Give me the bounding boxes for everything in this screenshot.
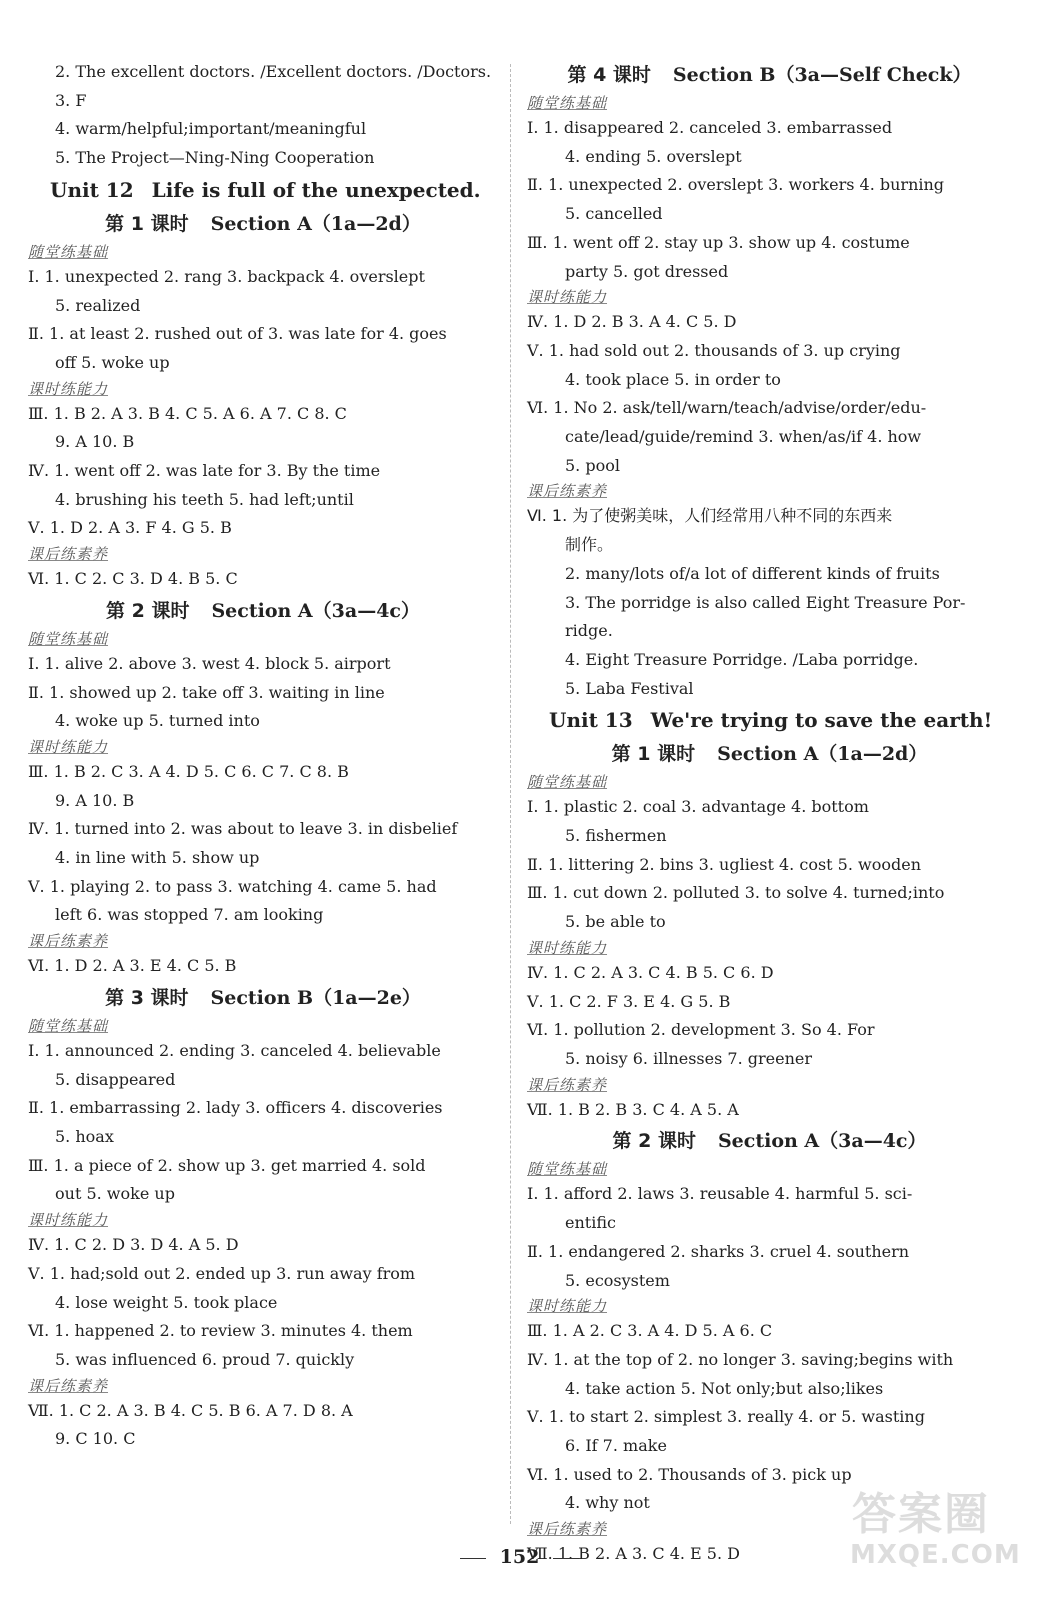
answer-line: Ⅳ. 1. C 2. D 3. D 4. A 5. D <box>28 1235 239 1255</box>
answer-line: Ⅲ. 1. cut down 2. polluted 3. to solve 4. turned;into <box>527 883 945 903</box>
practice-tag: 课后练素养 <box>527 1075 608 1094</box>
lesson-section: Section A（3a—4c） <box>717 1130 927 1153</box>
lesson-heading <box>28 207 498 241</box>
answer-line: 4. lose weight 5. took place <box>55 1292 278 1312</box>
answer-line: 4. brushing his teeth 5. had left;until <box>55 489 354 509</box>
answer-line: Ⅳ. 1. C 2. A 3. C 4. B 5. C 6. D <box>527 962 774 982</box>
answer-line: Ⅲ. 1. B 2. A 3. B 4. C 5. A 6. A 7. C 8. C <box>28 403 347 423</box>
answer-line: Ⅳ. 1. D 2. B 3. A 4. C 5. D <box>527 312 737 332</box>
answer-line: Ⅱ. 1. at least 2. rushed out of 3. was late for 4. goes <box>28 324 447 344</box>
answer-line: 5. disappeared <box>55 1069 176 1089</box>
answer-line: Ⅶ. 1. B 2. A 3. C 4. E 5. D <box>527 1544 740 1564</box>
answer-line: 5. Laba Festival <box>565 678 694 698</box>
practice-tag: 课时练能力 <box>527 1297 608 1316</box>
answer-line: cate/lead/guide/remind 3. when/as/if 4. how <box>565 427 922 447</box>
answer-line: 4. took place 5. in order to <box>565 369 781 389</box>
practice-tag: 课时练能力 <box>28 1211 109 1230</box>
lesson-section: Section A（3a—4c） <box>211 599 420 622</box>
left-column <box>28 58 498 1454</box>
lesson-number: 第 4 课时 <box>567 64 651 86</box>
answer-line: Ⅰ. 1. afford 2. laws 3. reusable 4. harmful 5. sci- <box>527 1184 913 1204</box>
answer-line: Ⅳ. 1. went off 2. was late for 3. By the time <box>28 461 381 481</box>
answer-line: Ⅰ. 1. unexpected 2. rang 3. backpack 4. overslept <box>28 266 425 286</box>
answer-line: 5. realized <box>55 295 141 315</box>
practice-tag: 课时练能力 <box>28 379 109 398</box>
answer-line: Ⅴ. 1. to start 2. simplest 3. really 4. or 5. wasting <box>527 1407 925 1427</box>
answer-line: 4. ending 5. overslept <box>565 146 742 166</box>
lesson-section: Section A（1a—2d） <box>717 743 928 766</box>
answer-line: 4. why not <box>565 1493 650 1513</box>
answer-line: Ⅵ. 1. No 2. ask/tell/warn/teach/advise/order/edu- <box>527 398 927 418</box>
practice-tag: 课后练素养 <box>527 482 608 501</box>
answer-line: 4. woke up 5. turned into <box>55 711 260 731</box>
practice-tag: 课后练素养 <box>28 1376 109 1395</box>
answer-line: Ⅲ. 1. A 2. C 3. A 4. D 5. A 6. C <box>527 1321 773 1341</box>
answer-line: Ⅰ. 1. alive 2. above 3. west 4. block 5. airport <box>28 653 391 673</box>
answer-line: 5. The Project—Ning-Ning Cooperation <box>55 148 375 168</box>
practice-tag: 随堂练基础 <box>527 94 608 112</box>
answer-line: Ⅱ. 1. littering 2. bins 3. ugliest 4. cost 5. wooden <box>527 854 921 874</box>
practice-tag: 随堂练基础 <box>28 629 109 648</box>
practice-tag: 随堂练基础 <box>28 242 109 261</box>
answer-line: left 6. was stopped 7. am looking <box>55 905 324 925</box>
answer-line: entific <box>565 1213 616 1233</box>
unit-number: Unit 12 <box>50 177 134 202</box>
lesson-number: 第 1 课时 <box>611 743 696 766</box>
unit-title: Life is full of the unexpected. <box>151 177 481 202</box>
answer-line: 5. cancelled <box>565 204 663 224</box>
watermark-logo <box>842 1478 1022 1586</box>
answer-line: 3. The porridge is also called Eight Treasure Por- <box>565 592 966 612</box>
answer-line: 5. hoax <box>55 1126 114 1146</box>
answer-line: 4. warm/helpful;important/meaningful <box>55 119 367 139</box>
answer-line: party 5. got dressed <box>565 261 729 281</box>
practice-tag: 课后练素养 <box>527 1520 608 1539</box>
practice-tag: 课后练素养 <box>28 545 109 564</box>
answer-line: 5. fishermen <box>565 826 667 846</box>
practice-tag: 课时练能力 <box>28 737 109 756</box>
answer-line: Ⅲ. 1. B 2. C 3. A 4. D 5. C 6. C 7. C 8. B <box>28 761 349 781</box>
lesson-number: 第 1 课时 <box>105 212 189 235</box>
answer-line: 5. noisy 6. illnesses 7. greener <box>565 1048 813 1068</box>
answer-line: Ⅵ. 1. 为了使粥美味，人们经常用八种不同的东西来 <box>527 506 893 526</box>
answer-line: 6. If 7. make <box>565 1436 667 1456</box>
lesson-number: 第 3 课时 <box>105 986 189 1009</box>
answer-line: 4. in line with 5. show up <box>55 848 260 868</box>
practice-tag: 课时练能力 <box>527 288 608 307</box>
answer-line: Ⅴ. 1. playing 2. to pass 3. watching 4. came 5. had <box>28 876 437 896</box>
answer-line: Ⅲ. 1. a piece of 2. show up 3. get married 4. sold <box>28 1155 426 1175</box>
answer-line: Ⅲ. 1. went off 2. stay up 3. show up 4. costume <box>527 232 910 252</box>
answer-line: out 5. woke up <box>55 1184 175 1204</box>
lesson-number: 第 2 课时 <box>612 1130 696 1153</box>
answer-line: Ⅰ. 1. announced 2. ending 3. canceled 4. believable <box>28 1040 441 1060</box>
answer-line: Ⅶ. 1. B 2. B 3. C 4. A 5. A <box>527 1099 739 1119</box>
answer-line: Ⅵ. 1. C 2. C 3. D 4. B 5. C <box>28 569 238 589</box>
answer-line: Ⅵ. 1. happened 2. to review 3. minutes 4. them <box>28 1321 413 1341</box>
answer-line: 9. A 10. B <box>55 790 135 810</box>
practice-tag: 随堂练基础 <box>527 1160 608 1179</box>
answer-line: Ⅱ. 1. showed up 2. take off 3. waiting in line <box>28 682 385 702</box>
lesson-number: 第 2 课时 <box>106 599 190 622</box>
answer-line: 5. pool <box>565 455 620 475</box>
unit-heading <box>527 703 1012 737</box>
answer-line: 5. be able to <box>565 912 666 932</box>
lesson-heading <box>28 981 498 1015</box>
answer-line: Ⅶ. 1. C 2. A 3. B 4. C 5. B 6. A 7. D 8. A <box>28 1400 353 1420</box>
unit-title: We're trying to save the earth! <box>650 708 993 733</box>
answer-line: 4. Eight Treasure Porridge. /Laba porridge. <box>565 649 919 669</box>
answer-line: Ⅳ. 1. at the top of 2. no longer 3. saving;begins with <box>527 1349 954 1369</box>
answer-line: 4. take action 5. Not only;but also;likes <box>565 1378 884 1398</box>
answer-line: Ⅱ. 1. endangered 2. sharks 3. cruel 4. southern <box>527 1241 910 1261</box>
unit-number: Unit 13 <box>549 708 633 733</box>
lesson-heading <box>527 58 1012 92</box>
lesson-heading <box>527 737 1012 771</box>
practice-tag: 随堂练基础 <box>527 773 608 792</box>
lesson-section: Section A（1a—2d） <box>210 212 421 235</box>
answer-line: Ⅳ. 1. turned into 2. was about to leave 3. in disbelief <box>28 819 458 839</box>
answer-line: 3. F <box>55 90 87 110</box>
answer-line: 5. was influenced 6. proud 7. quickly <box>55 1349 355 1369</box>
watermark-bottom: MXQE.COM <box>850 1540 1021 1570</box>
answer-line: 5. ecosystem <box>565 1270 670 1290</box>
page-number-text: 152 <box>499 1546 540 1568</box>
answer-line: ridge. <box>565 621 613 641</box>
answer-line: Ⅱ. 1. unexpected 2. overslept 3. workers 4. burning <box>527 175 945 195</box>
answer-line: Ⅵ. 1. D 2. A 3. E 4. C 5. B <box>28 956 237 976</box>
right-column <box>527 58 1012 1569</box>
answer-line: Ⅰ. 1. disappeared 2. canceled 3. embarrassed <box>527 118 893 137</box>
practice-tag: 随堂练基础 <box>28 1016 109 1035</box>
answer-line: Ⅱ. 1. embarrassing 2. lady 3. officers 4. discoveries <box>28 1098 443 1118</box>
answer-line: 9. C 10. C <box>55 1429 136 1449</box>
unit-heading <box>28 173 498 207</box>
practice-tag: 课后练素养 <box>28 932 109 951</box>
answer-line: off 5. woke up <box>55 352 170 372</box>
answer-line: Ⅵ. 1. used to 2. Thousands of 3. pick up <box>527 1464 852 1484</box>
practice-tag: 课时练能力 <box>527 938 608 957</box>
answer-line: Ⅴ. 1. had;sold out 2. ended up 3. run away from <box>28 1263 416 1283</box>
lesson-section: Section B（3a—Self Check） <box>672 64 972 86</box>
answer-line: Ⅵ. 1. pollution 2. development 3. So 4. For <box>527 1020 875 1040</box>
answer-line: 制作。 <box>565 535 614 555</box>
answer-line: 9. A 10. B <box>55 432 135 452</box>
lesson-heading <box>28 594 498 628</box>
answer-line: Ⅴ. 1. had sold out 2. thousands of 3. up crying <box>527 340 901 360</box>
answer-line: Ⅰ. 1. plastic 2. coal 3. advantage 4. bottom <box>527 797 869 817</box>
watermark-top: 答案圈 <box>852 1489 990 1540</box>
lesson-section: Section B（1a—2e） <box>210 986 421 1009</box>
answer-line: Ⅴ. 1. D 2. A 3. F 4. G 5. B <box>28 518 232 538</box>
column-divider <box>510 64 511 1524</box>
answer-line: Ⅴ. 1. C 2. F 3. E 4. G 5. B <box>527 991 731 1011</box>
answer-line: 2. The excellent doctors. /Excellent doctors. /Doctors. <box>55 62 492 81</box>
answer-line: 2. many/lots of/a lot of different kinds of fruits <box>565 563 940 583</box>
lesson-heading <box>527 1124 1012 1158</box>
